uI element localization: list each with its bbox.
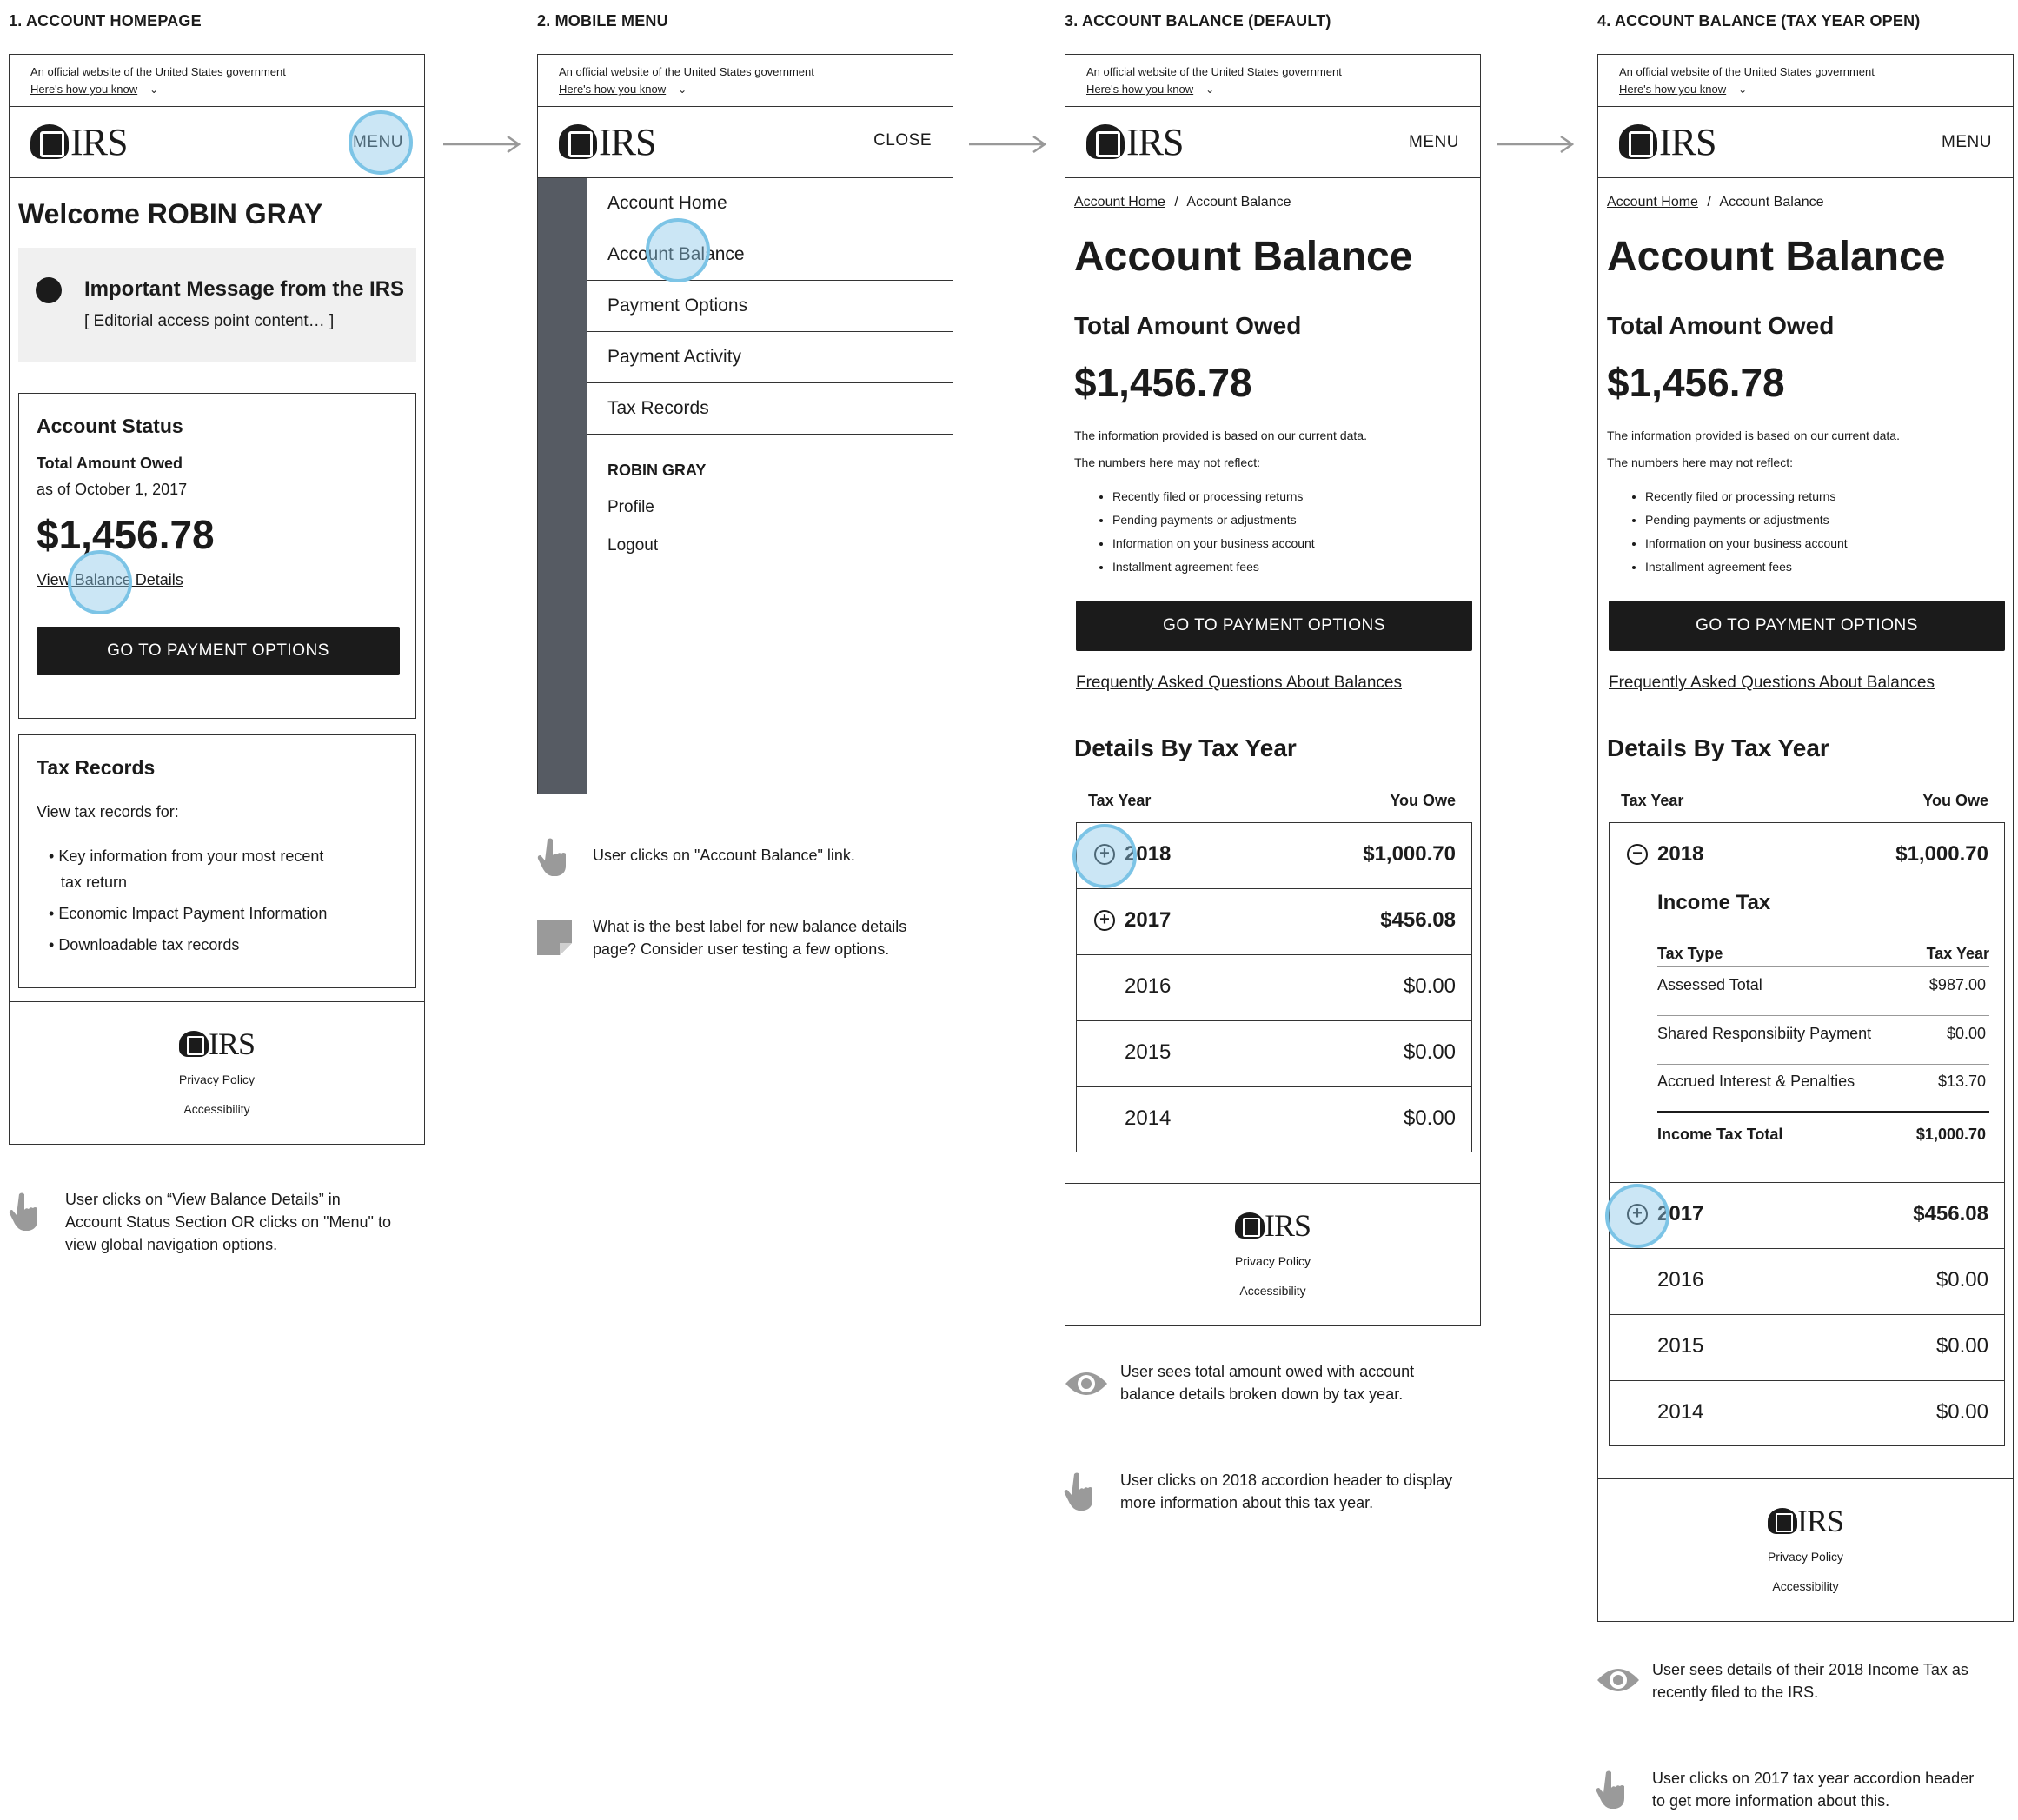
site-footer — [1065, 1183, 1480, 1326]
total-amount: $1,456.78 — [1607, 360, 1785, 405]
gov-banner — [1065, 55, 1480, 107]
important-message — [18, 248, 416, 362]
heres-how-link[interactable]: Here's how you know — [1086, 83, 1194, 96]
annotation-note-4a: User sees details of their 2018 Income Tax as recently filed to the IRS. — [1652, 1661, 1968, 1701]
list-item: • Information on your business account — [1645, 532, 1848, 555]
nav-item-account-balance[interactable]: Account Balance — [587, 229, 953, 281]
column-title-2: 2. MOBILE MENU — [537, 12, 668, 30]
list-item-continued[interactable]: tax return — [61, 873, 128, 891]
eagle-icon — [1619, 124, 1657, 159]
annotation-note-1: User clicks on “View Balance Details” in Account Status Section OR clicks on "Menu" to view global navigation options. — [65, 1191, 391, 1253]
footer-irs-logo[interactable]: IRS — [1235, 1208, 1311, 1243]
eagle-icon — [179, 1031, 209, 1057]
annotation-note-4b: User clicks on 2017 tax year accordion header to get more information about this. — [1652, 1770, 1975, 1810]
accordion-row-2017[interactable]: + 2017 $456.08 — [1077, 889, 1471, 955]
eagle-icon — [1235, 1212, 1265, 1239]
col-header-tax-type: Tax Type — [1657, 945, 1723, 962]
total-owed-label: Total Amount Owed — [1607, 312, 1835, 339]
income-tax-col-headers — [1657, 945, 1989, 967]
info-bullets — [1645, 485, 1848, 579]
list-item[interactable]: • Economic Impact Payment Information — [49, 905, 328, 922]
accessibility-link[interactable]: Accessibility — [183, 1102, 250, 1116]
breadcrumb-current: Account Balance — [1186, 195, 1291, 209]
click-highlight — [68, 550, 132, 614]
list-item: • Recently filed or processing returns — [1645, 485, 1848, 508]
accordion-row-2018[interactable]: + 2018 $1,000.70 — [1077, 823, 1471, 889]
list-item: • Pending payments or adjustments — [1112, 508, 1315, 532]
info-line-2: The numbers here may not reflect: — [1074, 455, 1260, 469]
click-highlight — [1605, 1184, 1669, 1248]
col-header-you-owe: You Owe — [1922, 792, 1988, 809]
gov-banner-text: An official website of the United States government — [30, 65, 286, 78]
message-dot-icon — [36, 277, 62, 303]
breadcrumb-current: Account Balance — [1719, 195, 1824, 209]
list-item[interactable]: • Downloadable tax records — [49, 936, 240, 953]
column-title-3: 3. ACCOUNT BALANCE (DEFAULT) — [1065, 12, 1331, 30]
accordion-row-2014: 2014 $0.00 — [1657, 1400, 1988, 1424]
breadcrumb-home-link[interactable]: Account Home — [1607, 195, 1698, 209]
list-item: • Installment agreement fees — [1112, 555, 1315, 579]
breadcrumb-separator: / — [1707, 195, 1711, 209]
list-item: • Recently filed or processing returns — [1112, 485, 1315, 508]
screen-account-homepage — [9, 54, 425, 1145]
page-title: Account Balance — [1074, 234, 1413, 280]
click-highlight — [646, 218, 710, 282]
site-footer — [10, 1001, 424, 1145]
nav-item-payment-options[interactable]: Payment Options — [587, 281, 953, 332]
account-status-title: Account Status — [37, 415, 183, 437]
privacy-policy-link[interactable]: Privacy Policy — [178, 1073, 256, 1086]
footer-irs-logo[interactable]: IRS — [1768, 1504, 1843, 1538]
site-header — [10, 107, 424, 178]
breadcrumb-home-link[interactable]: Account Home — [1074, 195, 1165, 209]
heres-how-link[interactable]: Here's how you know — [1619, 83, 1727, 96]
heres-how-link[interactable]: Here's how you know — [559, 83, 667, 96]
account-status-card — [18, 393, 416, 719]
annotation-note-3b: User clicks on 2018 accordion header to display more information about this tax year. — [1120, 1471, 1453, 1511]
accordion-row-2017[interactable]: + 2017 $456.08 — [1610, 1183, 2004, 1249]
eye-icon — [1596, 1665, 1641, 1695]
hand-pointer-icon — [9, 1191, 43, 1232]
gov-banner — [10, 55, 424, 107]
tax-records-list — [49, 843, 327, 958]
faq-link[interactable]: Frequently Asked Questions About Balances — [1609, 674, 1935, 692]
payment-options-button[interactable]: GO TO PAYMENT OPTIONS — [1076, 601, 1472, 651]
eagle-icon — [1086, 124, 1125, 159]
site-header — [538, 107, 953, 178]
sticky-note-icon — [537, 920, 572, 955]
info-line-2: The numbers here may not reflect: — [1607, 455, 1793, 469]
col-header-you-owe: You Owe — [1390, 792, 1456, 809]
annotation-note-3a: User sees total amount owed with account balance details broken down by tax year. — [1120, 1363, 1415, 1403]
irs-logo[interactable]: IRS — [1086, 123, 1183, 161]
info-line-1: The information provided is based on our current data. — [1607, 428, 1900, 442]
tax-type-row: Accrued Interest & Penalties $13.70 — [1657, 1073, 1989, 1113]
list-item: • Pending payments or adjustments — [1645, 508, 1848, 532]
minus-circle-icon[interactable]: − — [1627, 844, 1648, 865]
breadcrumb — [1607, 195, 1823, 210]
annotation-note-2a: User clicks on "Account Balance" link. — [593, 847, 855, 864]
column-title-1: 1. ACCOUNT HOMEPAGE — [9, 12, 202, 30]
tax-year-accordion — [1076, 822, 1472, 1152]
click-highlight — [349, 110, 413, 175]
privacy-policy-link[interactable]: Privacy Policy — [1234, 1254, 1311, 1268]
message-title: Important Message from the IRS — [84, 277, 405, 301]
privacy-policy-link[interactable]: Privacy Policy — [1767, 1550, 1844, 1564]
eagle-icon — [30, 124, 69, 159]
list-item: • Information on your business account — [1112, 532, 1315, 555]
gov-banner-text: An official website of the United States government — [1086, 65, 1342, 78]
plus-circle-icon[interactable]: + — [1094, 844, 1115, 865]
plus-circle-icon[interactable]: + — [1627, 1204, 1648, 1225]
gov-banner-text: An official website of the United States government — [1619, 65, 1875, 78]
tax-records-intro: View tax records for: — [37, 803, 179, 820]
eagle-icon — [1768, 1508, 1797, 1534]
gov-banner-text: An official website of the United States government — [559, 65, 814, 78]
menu-logout-link[interactable]: Logout — [607, 536, 659, 555]
message-body: [ Editorial access point content… ] — [84, 312, 335, 330]
irs-logo[interactable]: IRS — [30, 123, 127, 161]
payment-options-button[interactable]: GO TO PAYMENT OPTIONS — [1609, 601, 2005, 651]
income-tax-heading: Income Tax — [1657, 891, 1771, 914]
tax-year-accordion — [1609, 822, 2005, 1446]
chevron-down-icon[interactable]: ⌄ — [1738, 83, 1748, 96]
col-header-tax-year: Tax Year — [1621, 792, 1684, 809]
tax-records-card — [18, 734, 416, 988]
chevron-down-icon[interactable]: ⌄ — [149, 83, 159, 96]
plus-circle-icon[interactable]: + — [1094, 910, 1115, 931]
chevron-down-icon[interactable]: ⌄ — [1205, 83, 1215, 96]
close-button[interactable]: CLOSE — [873, 131, 932, 149]
menu-profile-link[interactable]: Profile — [607, 498, 654, 516]
hand-pointer-icon — [1064, 1471, 1099, 1512]
payment-options-button[interactable]: GO TO PAYMENT OPTIONS — [37, 627, 400, 675]
hand-pointer-icon — [1596, 1769, 1630, 1810]
eagle-icon — [559, 124, 597, 159]
nav-item-account-home[interactable]: Account Home — [587, 178, 953, 229]
chevron-down-icon[interactable]: ⌄ — [678, 83, 687, 96]
accordion-row-2016: 2016 $0.00 — [1077, 955, 1471, 1021]
footer-irs-logo[interactable]: IRS — [179, 1026, 255, 1061]
menu-user-name: ROBIN GRAY — [607, 462, 707, 479]
col-header-tax-year: Tax Year — [1088, 792, 1152, 809]
site-header — [1065, 107, 1480, 178]
overlay-strip — [538, 178, 587, 794]
list-item[interactable]: • Key information from your most recent — [49, 847, 324, 865]
irs-logo[interactable]: IRS — [559, 123, 655, 161]
flow-arrow-3 — [1497, 136, 1575, 153]
tax-records-title: Tax Records — [37, 756, 156, 779]
gov-banner — [538, 55, 953, 107]
tax-type-row: Assessed Total $987.00 — [1657, 976, 1989, 1016]
total-owed-label: Total Amount Owed — [1074, 312, 1302, 339]
screen-mobile-menu — [537, 54, 953, 794]
flow-arrow-1 — [443, 136, 521, 153]
view-balance-details-link[interactable]: View Balance Details — [37, 571, 183, 588]
accordion-row-2015: 2015 $0.00 — [1077, 1021, 1471, 1087]
total-owed-label: Total Amount Owed — [37, 455, 183, 472]
accordion-row-2015: 2015 $0.00 — [1610, 1315, 2004, 1381]
screen-account-balance-default — [1065, 54, 1481, 1326]
irs-logo[interactable]: IRS — [1619, 123, 1716, 161]
accordion-row-2018-open: − 2018 $1,000.70 Income Tax Tax Type Tax Year Assessed Total $987.00 Shared Responsibiity Payment $0.00 Accrued Interest & Penalties $13.70 Income Tax Total $1,000.70 — [1610, 823, 2004, 1183]
info-bullets — [1112, 485, 1315, 579]
details-title: Details By Tax Year — [1074, 734, 1297, 761]
total-amount: $1,456.78 — [1074, 360, 1252, 405]
menu-button[interactable]: MENU — [353, 133, 403, 151]
info-line-1: The information provided is based on our current data. — [1074, 428, 1367, 442]
site-footer — [1598, 1478, 2013, 1622]
total-amount: $1,456.78 — [37, 512, 215, 557]
accessibility-link[interactable]: Accessibility — [1772, 1579, 1839, 1593]
faq-link[interactable]: Frequently Asked Questions About Balances — [1076, 674, 1402, 692]
click-highlight — [1072, 824, 1137, 888]
breadcrumb-separator: / — [1174, 195, 1178, 209]
income-tax-total-row: Income Tax Total $1,000.70 — [1657, 1126, 1986, 1143]
details-title: Details By Tax Year — [1607, 734, 1829, 761]
accordion-row-2016: 2016 $0.00 — [1610, 1249, 2004, 1315]
hand-pointer-icon — [537, 836, 572, 878]
col-header-tax-year: Tax Year — [1926, 945, 1989, 962]
as-of-date: as of October 1, 2017 — [37, 481, 188, 498]
eye-icon — [1064, 1369, 1109, 1398]
annotation-note-2b: What is the best label for new balance details page? Consider user testing a few options. — [593, 918, 907, 958]
page-title: Account Balance — [1607, 234, 1946, 280]
nav-item-payment-activity[interactable]: Payment Activity — [587, 332, 953, 383]
gov-banner — [1598, 55, 2013, 107]
breadcrumb — [1074, 195, 1291, 210]
tax-type-row: Shared Responsibiity Payment $0.00 — [1657, 1025, 1989, 1065]
nav-item-tax-records[interactable]: Tax Records — [587, 383, 953, 435]
heres-how-link[interactable]: Here's how you know — [30, 83, 138, 96]
accordion-row-2014: 2014 $0.00 — [1125, 1106, 1456, 1130]
flow-arrow-2 — [969, 136, 1047, 153]
menu-button[interactable]: MENU — [1409, 133, 1459, 151]
accessibility-link[interactable]: Accessibility — [1239, 1284, 1306, 1298]
list-item: • Installment agreement fees — [1645, 555, 1848, 579]
menu-button[interactable]: MENU — [1942, 133, 1992, 151]
welcome-heading: Welcome ROBIN GRAY — [18, 198, 323, 229]
site-header — [1598, 107, 2013, 178]
column-title-4: 4. ACCOUNT BALANCE (TAX YEAR OPEN) — [1597, 12, 1921, 30]
screen-account-balance-open — [1597, 54, 2014, 1622]
